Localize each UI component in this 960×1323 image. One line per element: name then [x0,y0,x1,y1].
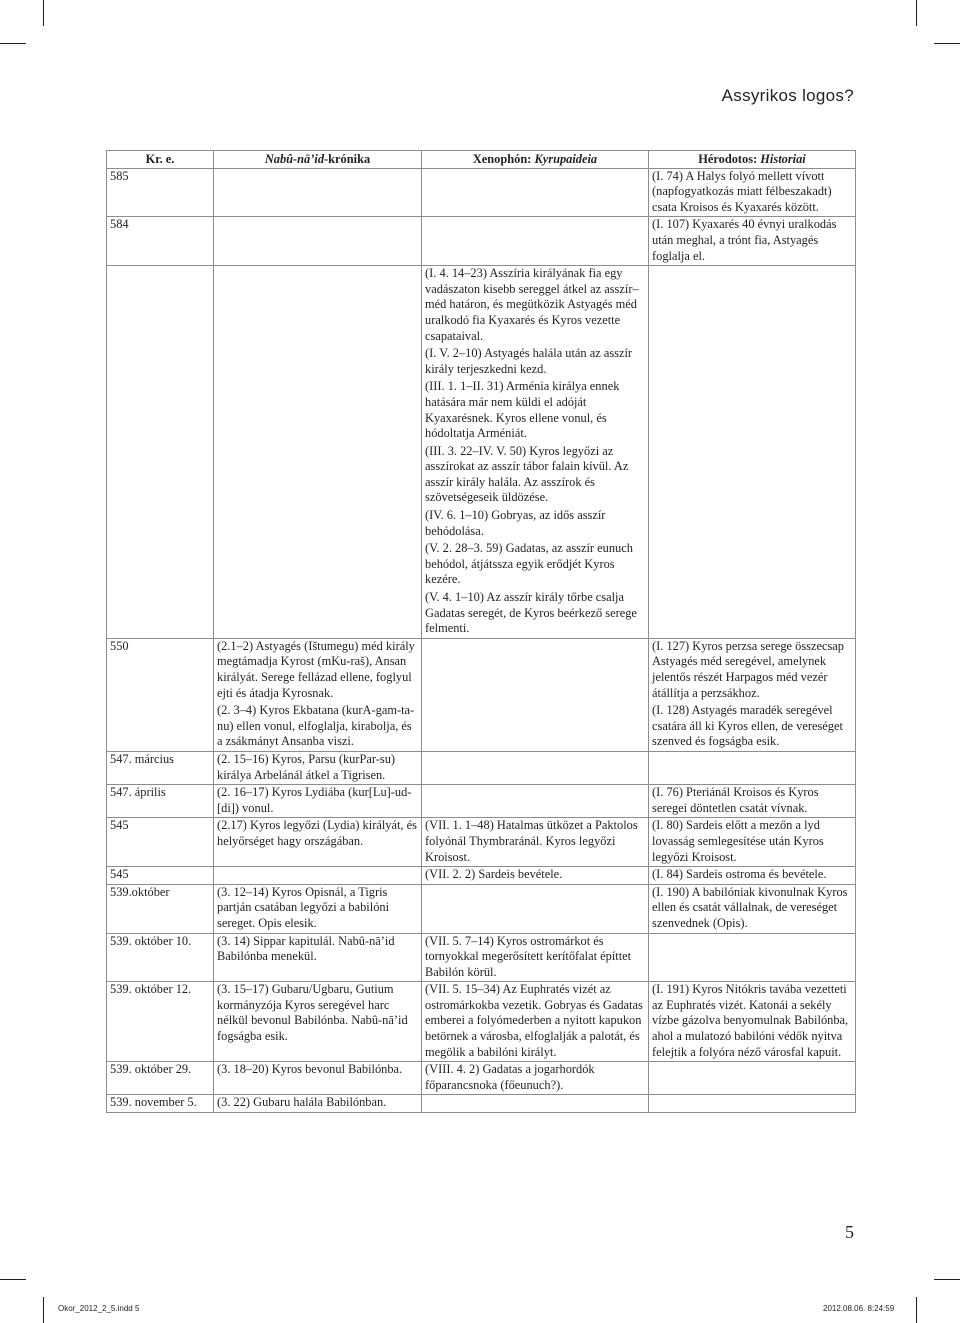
date-cell: 584 [107,217,214,266]
nabu-cell [214,266,422,639]
table-row [107,1095,856,1113]
crop-mark [0,43,26,44]
table-row [107,982,856,1062]
xenophon-cell [422,266,649,639]
herodotus-cell: (I. 191) Kyros Nitókris tavába vezetteti az Euphratés vizét. Katonái a sekély vízbe gázolva benyomulnak Babilónba, ahol a mulatozó babilóni védők nyitva felejtik a folyóra néző városfal kapuit. [649,982,856,1062]
nabu-cell: (2. 15–16) Kyros, Parsu (kurPar-su) királya Arbelánál átkel a Tigrisen. [214,751,422,784]
table-row [107,1062,856,1095]
date-cell: 539. október 10. [107,933,214,982]
table-row [107,867,856,885]
table-row [107,818,856,867]
slug-timestamp: 2012.08.06. 8:24:59 [823,1304,895,1313]
herodotus-cell: (I. 80) Sardeis előtt a mezőn a lyd lovasság semlegesítése után Kyros legyőzi Kroisost. [649,818,856,867]
header-herodotus-title: Historiai [760,152,806,166]
herodotus-cell [649,751,856,784]
herodotus-cell: (I. 76) Pteriánál Kroisos és Kyros seregei döntetlen csatát vívnak. [649,785,856,818]
table-row [107,785,856,818]
xenophon-entry: (III. 1. 1–II. 31) Arménia királya ennek hatására már nem küldi el adóját Kyaxarésnek. Kyros ellene vonul, és hódoltatja Arméniát. [425,379,620,441]
herodotus-cell: (I. 84) Sardeis ostroma és bevétele. [649,867,856,885]
date-cell: 545 [107,867,214,885]
date-cell: 550 [107,638,214,751]
xenophon-cell: (VIII. 4. 2) Gadatas a jogarhordók főparancsnoka (főeunuch?). [422,1062,649,1095]
header-xenophon [422,151,649,169]
xenophon-cell: (VII. 1. 1–48) Hatalmas ütközet a Paktolos folyónál Thymbraránál. Kyros legyőzi Kroisost. [422,818,649,867]
xenophon-cell: (VII. 5. 7–14) Kyros ostromárkot és tornyokkal megerősített kerítőfalat építtet Babilón körül. [422,933,649,982]
page-number: 5 [845,1222,854,1242]
crop-mark [916,1297,917,1323]
header-nabu-name: Nabû-nā’id [264,152,325,166]
xenophon-entry: (V. 4. 1–10) Az asszír király tőrbe csalja Gadatas seregét, de Kyros beérkező serege felmenti. [425,590,637,636]
xenophon-entry: (I. V. 2–10) Astyagés halála után az asszír király terjeszkedni kezd. [425,346,633,376]
xenophon-entry: (V. 2. 28–3. 59) Gadatas, az asszír eunuch behódol, átjátssza egyik erődjét Kyros kezére. [425,541,633,587]
header-herodotus [649,151,856,169]
herodotus-entry: (I. 128) Astyagés maradék seregével csatára áll ki Kyros ellen, de vereséget szenved és fogságba esik. [652,703,843,749]
nabu-cell: (3. 12–14) Kyros Opisnál, a Tigris partján csatában legyőzi a babilóni sereget. Opis elesik. [214,884,422,933]
table-row [107,638,856,751]
header-date: Kr. e. [107,151,214,169]
herodotus-cell [649,638,856,751]
nabu-cell [214,168,422,217]
herodotus-cell [649,1062,856,1095]
herodotus-cell: (I. 74) A Halys folyó mellett vívott (napfogyatkozás miatt félbeszakadt) csata Kroisos és Kyaxarés között. [649,168,856,217]
crop-mark [0,1279,26,1280]
nabu-cell: (2.17) Kyros legyőzi (Lydia) királyát, és helyőrséget hagy országában. [214,818,422,867]
slug-file: Okor_2012_2_5.indd 5 [58,1304,140,1313]
xenophon-entry: (IV. 6. 1–10) Gobryas, az idős asszír behódolása. [425,508,606,538]
nabu-entry: (2. 3–4) Kyros Ekbatana (kurA-gam-ta-nu) ellen vonul, elfoglalja, kirabolja, és a zsákmányt Ansanba viszi. [217,703,415,749]
date-cell: 547. április [107,785,214,818]
xenophon-cell [422,217,649,266]
nabu-cell: (3. 18–20) Kyros bevonul Babilónba. [214,1062,422,1095]
nabu-entry: (2.1–2) Astyagés (Ištumegu) méd király megtámadja Kyrost (mKu-raš), Ansan királyát. Serege fellázad ellene, foglyul ejti és átadja Kyrosnak. [217,638,415,700]
herodotus-entry: (I. 127) Kyros perzsa serege összecsap Astyagés méd seregével, amelynek jelentős részét Harpagos méd vezér átállítja a perzsákhoz. [652,638,844,700]
chronology-table [106,150,856,1113]
herodotus-cell: (I. 107) Kyaxarés 40 évnyi uralkodás után meghal, a trónt fia, Astyagés foglalja el. [649,217,856,266]
header-nabu-suffix: -krónika [324,152,371,166]
header-xenophon-author: Xenophón: [472,152,535,166]
xenophon-cell: (VII. 2. 2) Sardeis bevétele. [422,867,649,885]
nabu-cell [214,867,422,885]
crop-mark [916,0,917,26]
nabu-cell: (3. 14) Sippar kapitulál. Nabû-nā’id Babilónba menekül. [214,933,422,982]
crop-mark [934,1279,960,1280]
herodotus-cell [649,266,856,639]
herodotus-cell [649,933,856,982]
crop-mark [43,1297,44,1323]
date-cell: 545 [107,818,214,867]
table-row [107,933,856,982]
crop-mark [934,43,960,44]
xenophon-entry: (III. 3. 22–IV. V. 50) Kyros legyőzi az asszírokat az asszír tábor falain kívül. Az asszír király halála. Az asszírok és szövetségeseik üldözése. [425,443,629,505]
nabu-cell [214,217,422,266]
nabu-cell: (3. 15–17) Gubaru/Ugbaru, Gutium kormányzója Kyros seregével harc nélkül bevonul Babilónba. Nabû-nā’id fogságba esik. [214,982,422,1062]
herodotus-cell [649,1095,856,1113]
table-row [107,751,856,784]
table-header-row [107,151,856,169]
table-row [107,168,856,217]
nabu-cell [214,638,422,751]
date-cell: 539. október 12. [107,982,214,1062]
xenophon-cell [422,168,649,217]
nabu-cell: (2. 16–17) Kyros Lydiába (kur[Lu]-ud-[di]) vonul. [214,785,422,818]
xenophon-cell [422,785,649,818]
table-row [107,266,856,639]
date-cell: 547. március [107,751,214,784]
xenophon-entry: (I. 4. 14–23) Asszíria királyának fia egy vadászaton kisebb sereggel átkel az asszír–méd határon, és megütközik Astyagés méd uralkodó fia Kyaxarés és Kyros vezette csapataival. [425,266,639,343]
running-head: Assyrikos logos? [721,86,854,105]
date-cell: 539.október [107,884,214,933]
nabu-cell: (3. 22) Gubaru halála Babilónban. [214,1095,422,1113]
xenophon-cell [422,751,649,784]
table-row [107,217,856,266]
herodotus-cell: (I. 190) A babilóniak kivonulnak Kyros ellen és csatát vállalnak, de vereséget szenvednek (Opis). [649,884,856,933]
xenophon-cell [422,1095,649,1113]
header-herodotus-author: Hérodotos: [698,152,761,166]
date-cell: 539. november 5. [107,1095,214,1113]
header-nabu [214,151,422,169]
header-xenophon-title: Kyrupaideia [534,152,598,166]
xenophon-cell: (VII. 5. 15–34) Az Euphratés vizét az ostromárkokba vezetik. Gobryas és Gadatas emberei a folyómederben a nyitott kapukon betörnek a városba, elfoglalják a palotát, és megölik a babilóni királyt. [422,982,649,1062]
xenophon-cell [422,638,649,751]
date-cell: 539. október 29. [107,1062,214,1095]
table-row [107,884,856,933]
date-cell: 585 [107,168,214,217]
crop-mark [43,0,44,26]
xenophon-cell [422,884,649,933]
date-cell [107,266,214,639]
